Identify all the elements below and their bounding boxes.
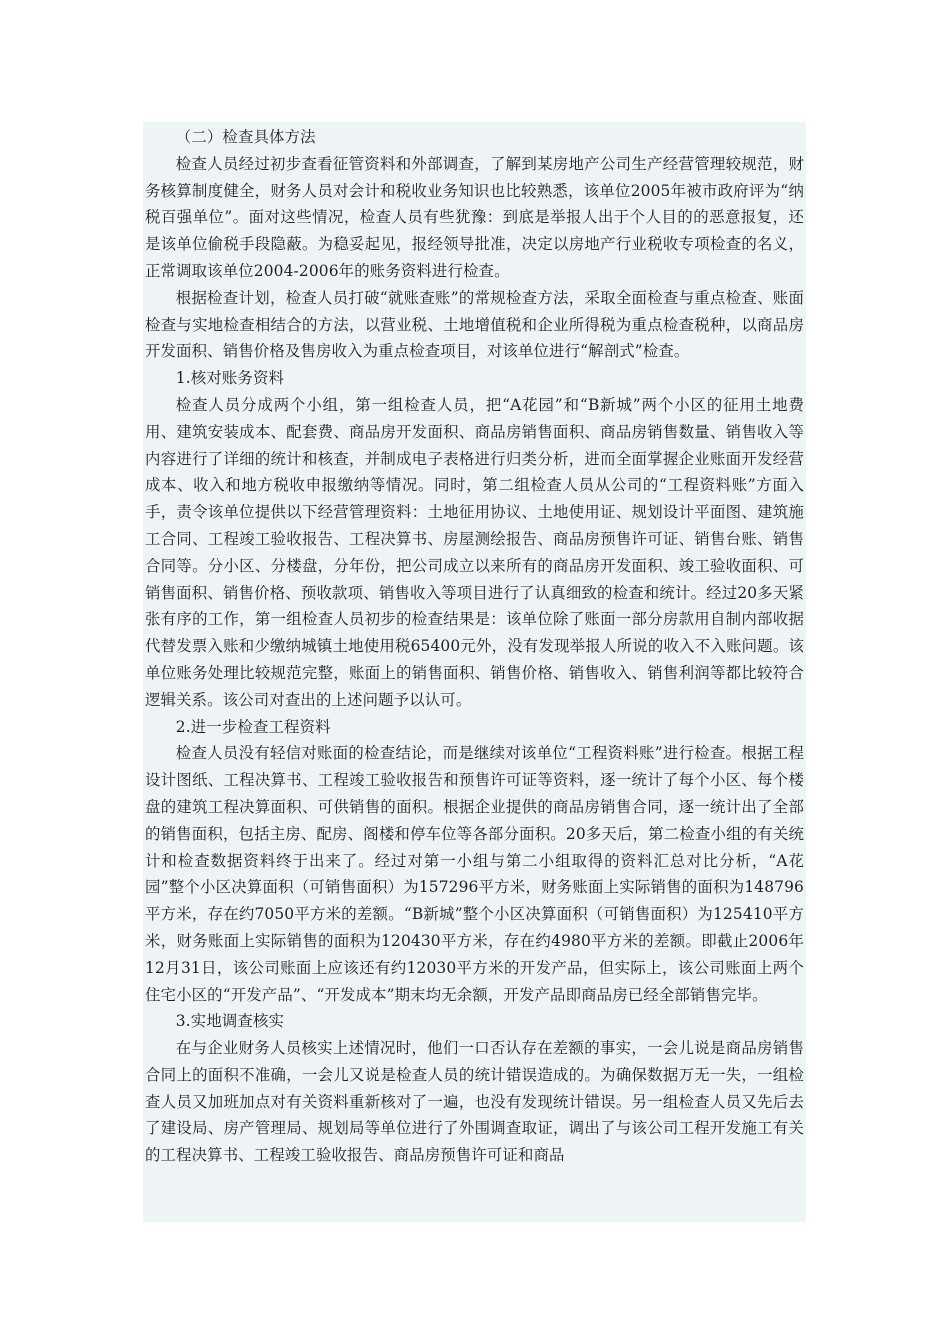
paragraph-area-comparison: 检查人员没有轻信对账面的检查结论，而是继续对该单位“工程资料账”进行检查。根据工程设计图纸、工程决算书、工程竣工验收报告和预售许可证等资料，逐一统计了每个小区、每个楼盘的建筑工程决算面积、可供销售的面积。根据企业提供的商品房销售合同，逐一统计出了全部的销售面积，包括主房、配房、阁楼和停车位等各部分面积。20多天后，第二检查小组的有关统计和检查数据资料终于出来了。经过对第一小组与第二小组取得的资料汇总对比分析，“A花园”整个小区决算面积（可销售面积）为157296平方米，财务账面上实际销售的面积为148796平方米，存在约7050平方米的差额。“B新城”整个小区决算面积（可销售面积）为125410平方米，财务账面上实际销售的面积为120430平方米，存在约4980平方米的差额。即截止2006年12月31日，该公司账面上应该还有约12030平方米的开发产品，但实际上，该公司账面上两个住宅小区的“开发产品”、“开发成本”期末均无余额，开发产品即商品房已经全部销售完毕。: [145, 744, 804, 1004]
subheading-field-investigation: 3.实地调查核实: [175, 1012, 285, 1031]
document-body: [143, 122, 806, 1222]
subheading-engineering-data: 2.进一步检查工程资料: [175, 717, 331, 736]
subheading-verify-accounts: 1.核对账务资料: [175, 369, 285, 388]
section-heading-methods: （二）检查具体方法: [175, 128, 316, 146]
paragraph-two-groups: 检查人员分成两个小组，第一组检查人员，把“A花园”和“B新城”两个小区的征用土地费用、建筑安装成本、配套费、商品房开发面积、商品房销售面积、商品房销售数量、销售收入等内容进行了详细的统计和核查，并制成电子表格进行归类分析，进而全面掌握企业账面开发经营成本、收入和地方税收申报缴纳等情况。同时，第二组检查人员从公司的“工程资料账”方面入手，责令该单位提供以下经营管理资料：土地征用协议、土地使用证、规划设计平面图、建筑施工合同、工程竣工验收报告、工程决算书、房屋测绘报告、商品房预售许可证、销售台账、销售合同等。分小区、分楼盘，分年份，把公司成立以来所有的商品房开发面积、竣工验收面积、可销售面积、销售价格、预收款项、销售收入等项目进行了认真细致的检查和统计。经过20多天紧张有序的工作，第一组检查人员初步的检查结果是：该单位除了账面一部分房款用自制内部收据代替发票入账和少缴纳城镇土地使用税65400元外，没有发现举报人所说的收入不入账问题。该单位账务处理比较规范完整，账面上的销售面积、销售价格、销售收入、销售利润等都比较符合逻辑关系。该公司对查出的上述问题予以认可。: [145, 395, 804, 709]
paragraph-field-verification: 在与企业财务人员核实上述情况时，他们一口否认存在差额的事实，一会儿说是商品房销售合同上的面积不准确，一会儿又说是检查人员的统计错误造成的。为确保数据万无一失，一组检查人员又加班加点对有关资料重新核对了一遍，也没有发现统计错误。另一组检查人员又先后去了建设局、房产管理局、规划局等单位进行了外围调查取证，调出了与该公司工程开发施工有关的工程决算书、工程竣工验收报告、商品房预售许可证和商品: [145, 1039, 804, 1165]
paragraph-inspection-plan: 根据检查计划，检查人员打破“就账查账”的常规检查方法，采取全面检查与重点检查、账面检查与实地检查相结合的方法，以营业税、土地增值税和企业所得税为重点检查税种，以商品房开发面积、销售价格及售房收入为重点检查项目，对该单位进行“解剖式”检查。: [145, 288, 804, 361]
paragraph-initial-review: 检查人员经过初步查看征管资料和外部调查，了解到某房地产公司生产经营管理较规范，财务核算制度健全，财务人员对会计和税收业务知识也比较熟悉，该单位2005年被市政府评为“纳税百强单位”。面对这些情况，检查人员有些犹豫：到底是举报人出于个人目的的恶意报复，还是该单位偷税手段隐蔽。为稳妥起见，报经领导批准，决定以房地产行业税收专项检查的名义，正常调取该单位2004-2006年的账务资料进行检查。: [145, 154, 804, 280]
